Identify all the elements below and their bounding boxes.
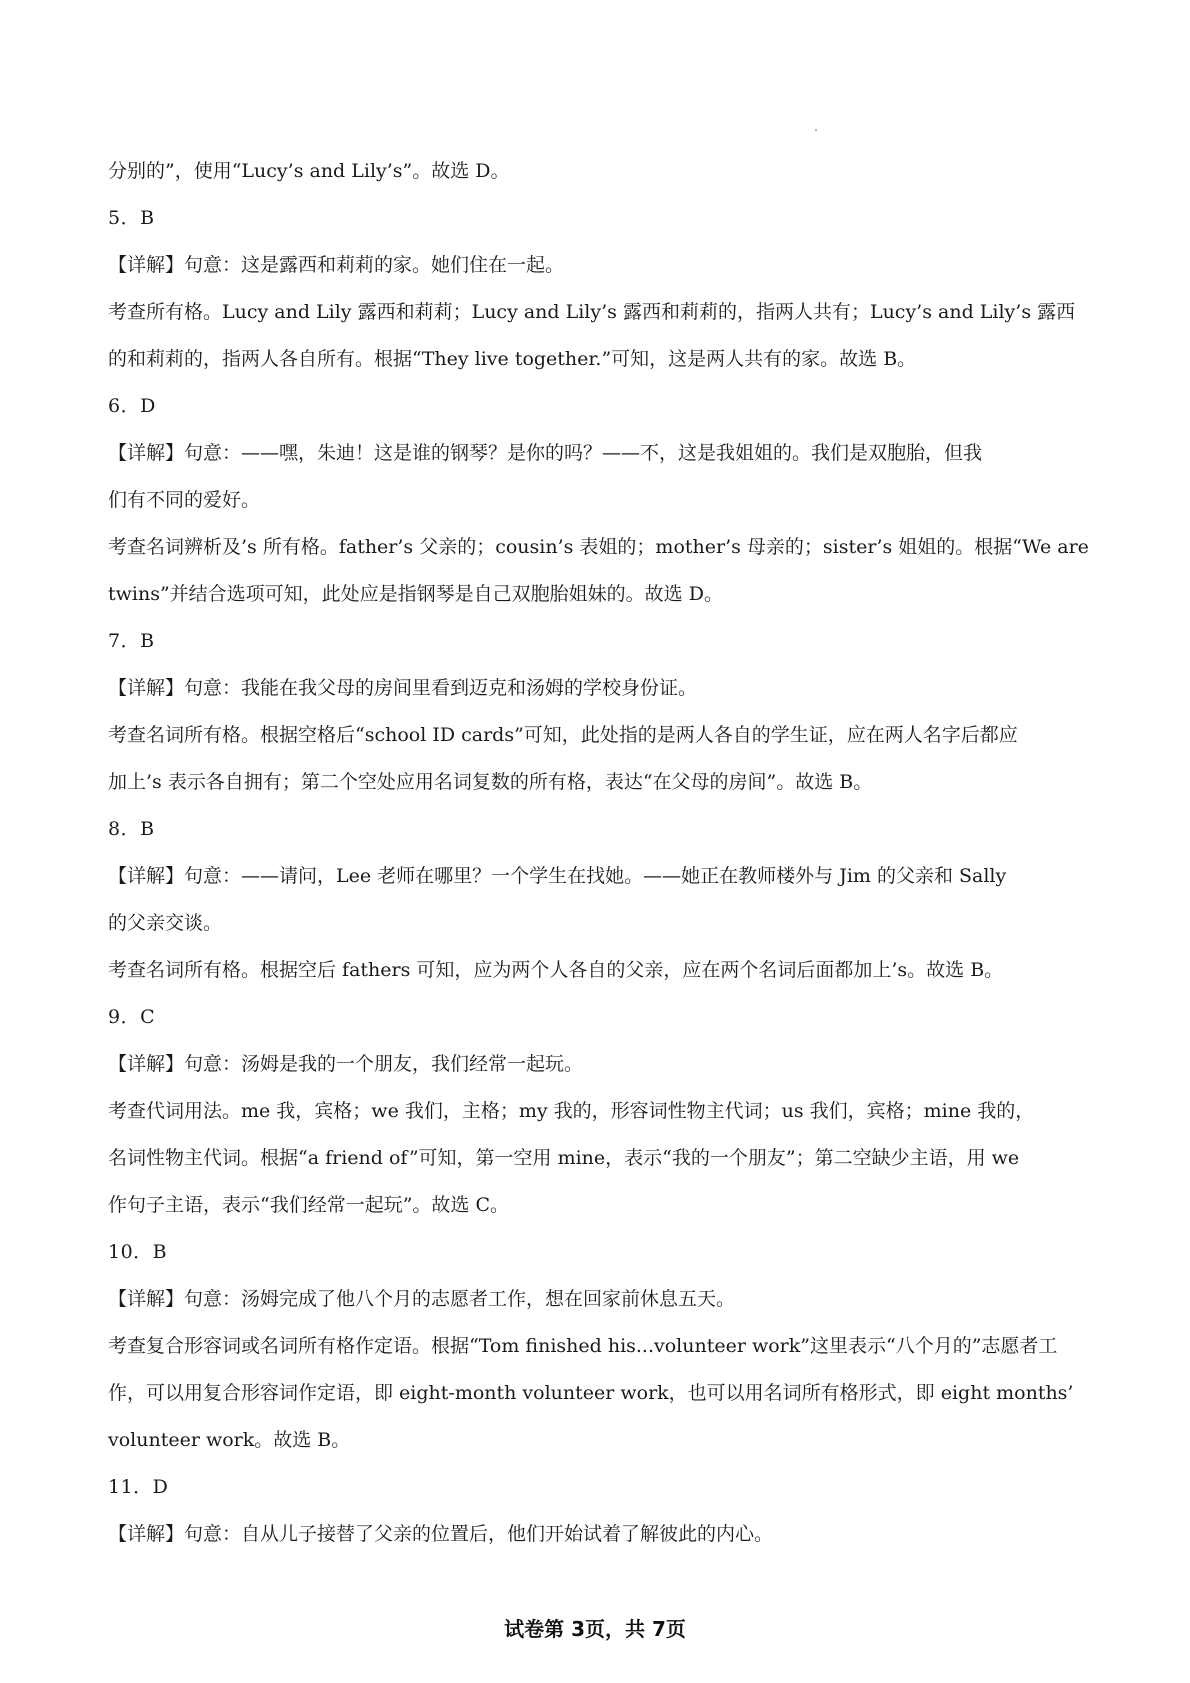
- answer-item: [108, 195, 1090, 383]
- detail-text: 句意：自从儿子接替了父亲的位置后，他们开始试着了解彼此的内心。: [184, 1523, 774, 1545]
- answer-item: [108, 1229, 1090, 1464]
- answer-number: 10．B: [108, 1241, 168, 1263]
- explanation-line: 考查名词辨析及’s 所有格。father’s 父亲的；cousin’s 表姐的；mother’s 母亲的；sister’s 姐姐的。根据“We are: [108, 536, 1089, 558]
- detail-continuation: 的父亲交谈。: [108, 912, 223, 934]
- detail-line: [108, 242, 1090, 289]
- answer-number: 8．B: [108, 818, 155, 840]
- answer-item: [108, 618, 1090, 806]
- page-footer: 试卷第 3页，共 7页: [504, 1617, 686, 1641]
- detail-tag: 【详解】: [108, 254, 185, 276]
- answer-number: 6．D: [108, 395, 156, 417]
- intro-line: 分别的”，使用“Lucy’s and Lily’s”。故选 D。: [108, 160, 510, 182]
- answer-number: 11．D: [108, 1476, 169, 1498]
- explanation-line: 加上’s 表示各自拥有；第二个空处应用名词复数的所有格，表达“在父母的房间”。故选 B。: [108, 771, 873, 793]
- detail-continuation: 们有不同的爱好。: [108, 489, 261, 511]
- detail-tag: 【详解】: [108, 865, 185, 887]
- explanation-line: twins”并结合选项可知，此处应是指钢琴是自己双胞胎姐妹的。故选 D。: [108, 583, 723, 605]
- explanation-line: 考查名词所有格。根据空格后“school ID cards”可知，此处指的是两人各自的学生证，应在两人名字后都应: [108, 724, 1018, 746]
- detail-tag: 【详解】: [108, 1523, 185, 1545]
- explanation-line: 作，可以用复合形容词作定语，即 eight-month volunteer work，也可以用名词所有格形式，即 eight months’: [108, 1382, 1074, 1404]
- answer-item: [108, 994, 1090, 1229]
- detail-line: [108, 1041, 1090, 1088]
- detail-tag: 【详解】: [108, 677, 185, 699]
- explanation-line: volunteer work。故选 B。: [108, 1429, 351, 1451]
- detail-text: 句意：这是露西和莉莉的家。她们住在一起。: [184, 254, 565, 276]
- explanation-line: 考查名词所有格。根据空后 fathers 可知，应为两个人各自的父亲，应在两个名词后面都加上’s。故选 B。: [108, 959, 1004, 981]
- explanation-line: 考查代词用法。me 我，宾格；we 我们，主格；my 我的，形容词性物主代词；us 我们，宾格；mine 我的，: [108, 1100, 1035, 1122]
- detail-line: [108, 430, 1090, 477]
- explanation-line: 作句子主语，表示“我们经常一起玩”。故选 C。: [108, 1194, 510, 1216]
- detail-line: [108, 1511, 1090, 1558]
- detail-text: 句意：——请问，Lee 老师在哪里？一个学生在找她。——她正在教师楼外与 Jim 的父亲和 Sally: [184, 865, 1007, 887]
- detail-tag: 【详解】: [108, 1288, 185, 1310]
- scan-speck: [815, 129, 817, 131]
- detail-line: [108, 1276, 1090, 1323]
- explanation-line: 名词性物主代词。根据“a friend of”可知，第一空用 mine，表示“我的一个朋友”；第二空缺少主语，用 we: [108, 1147, 1020, 1169]
- explanation-line: 的和莉莉的，指两人各自所有。根据“They live together.”可知，这是两人共有的家。故选 B。: [108, 348, 917, 370]
- detail-line: [108, 665, 1090, 712]
- answer-item: [108, 1464, 1090, 1558]
- detail-text: 句意：我能在我父母的房间里看到迈克和汤姆的学校身份证。: [184, 677, 698, 699]
- answer-number: 7．B: [108, 630, 155, 652]
- explanation-line: 考查所有格。Lucy and Lily 露西和莉莉；Lucy and Lily’s 露西和莉莉的，指两人共有；Lucy’s and Lily’s 露西: [108, 301, 1076, 323]
- detail-tag: 【详解】: [108, 1053, 185, 1075]
- answer-number: 5．B: [108, 207, 155, 229]
- answer-content: [108, 148, 1090, 1558]
- answer-number: 9．C: [108, 1006, 156, 1028]
- detail-text: 句意：汤姆是我的一个朋友，我们经常一起玩。: [184, 1053, 584, 1075]
- answer-item: [108, 806, 1090, 994]
- detail-line: [108, 853, 1090, 900]
- detail-text: 句意：汤姆完成了他八个月的志愿者工作，想在回家前休息五天。: [184, 1288, 736, 1310]
- detail-tag: 【详解】: [108, 442, 185, 464]
- answer-item: [108, 383, 1090, 618]
- explanation-line: 考查复合形容词或名词所有格作定语。根据“Tom finished his...volunteer work”这里表示“八个月的”志愿者工: [108, 1335, 1058, 1357]
- detail-text: 句意：——嘿，朱迪！这是谁的钢琴？是你的吗？——不，这是我姐姐的。我们是双胞胎，但我: [184, 442, 983, 464]
